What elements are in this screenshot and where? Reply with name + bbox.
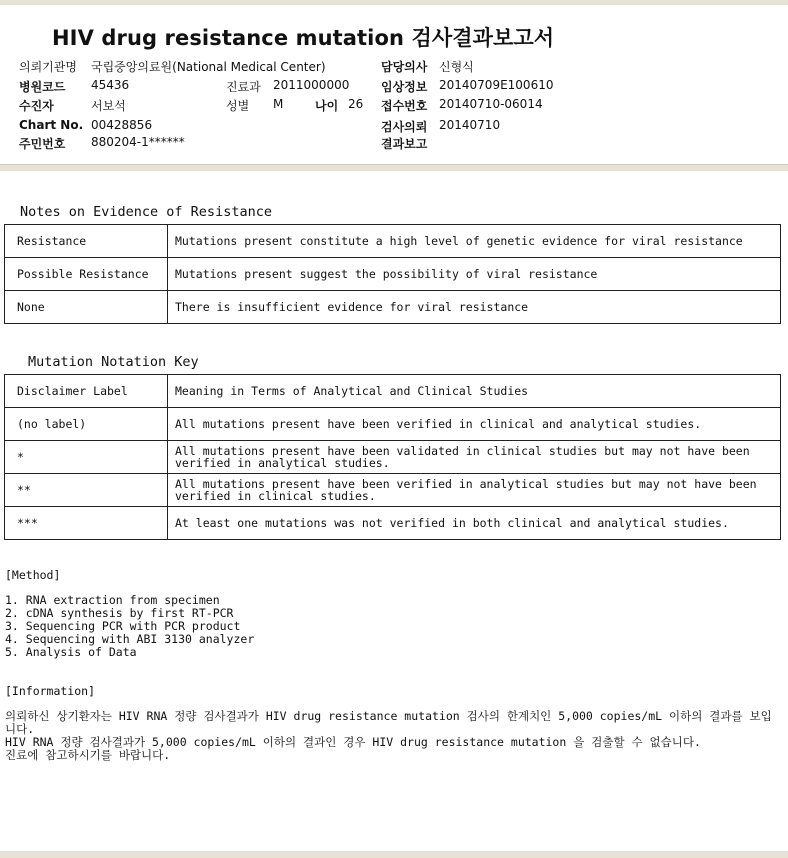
evidence-label: Resistance: [5, 225, 168, 258]
bottom-border-strip: [0, 851, 788, 858]
notation-desc: All mutations present have been verified in analytical studies but may not have been verified in clinical studies.: [168, 474, 781, 507]
institution-value: 국립중앙의료원(National Medical Center): [91, 60, 326, 74]
doctor-value: 신형식: [439, 60, 474, 74]
receipt-label: 접수번호: [381, 99, 428, 113]
evidence-section-title: Notes on Evidence of Resistance: [20, 204, 272, 220]
request-label: 검사의뢰: [381, 120, 428, 134]
patient-value: 서보석: [91, 99, 126, 113]
table-row: [5, 375, 781, 408]
table-row: [5, 507, 781, 540]
information-text-2: HIV RNA 정량 검사결과가 5,000 copies/mL 이하의 결과인 경우 HIV drug resistance mutation 을 검출할 수 없습니다.: [5, 735, 701, 749]
notation-desc: At least one mutations was not verified in both clinical and analytical studies.: [168, 507, 781, 540]
result-label: 결과보고: [381, 137, 428, 151]
table-row: [5, 291, 781, 324]
rrn-label: 주민번호: [19, 137, 66, 151]
table-row: [5, 408, 781, 441]
clinical-info-label: 임상정보: [381, 80, 428, 94]
notation-label: ***: [5, 507, 168, 540]
top-border-strip: [0, 0, 788, 5]
sex-label: 성별: [226, 99, 250, 113]
list-item: 5. Analysis of Data: [5, 645, 137, 659]
sex-value: M: [273, 97, 284, 111]
notation-label: (no label): [5, 408, 168, 441]
receipt-value: 20140710-06014: [439, 97, 543, 111]
dept-label: 진료과: [226, 80, 261, 94]
information-title: [Information]: [5, 684, 96, 698]
evidence-label: Possible Resistance: [5, 258, 168, 291]
notation-desc: Meaning in Terms of Analytical and Clinical Studies: [168, 375, 781, 408]
table-row: [5, 441, 781, 474]
notation-label: Disclaimer Label: [5, 375, 168, 408]
list-item: 2. cDNA synthesis by first RT-PCR: [5, 606, 234, 620]
notation-label: *: [5, 441, 168, 474]
report-title: HIV drug resistance mutation 검사결과보고서: [52, 26, 555, 50]
table-row: [5, 258, 781, 291]
patient-label: 수진자: [19, 99, 54, 113]
section-divider-strip: [0, 165, 788, 171]
method-title: [Method]: [5, 568, 61, 582]
list-item: 3. Sequencing PCR with PCR product: [5, 619, 241, 633]
evidence-label: None: [5, 291, 168, 324]
evidence-desc: Mutations present constitute a high level of genetic evidence for viral resistance: [168, 225, 781, 258]
hospital-code-label: 병원코드: [19, 80, 66, 94]
notation-table: [4, 374, 781, 540]
chart-label: Chart No.: [19, 118, 84, 132]
list-item: 4. Sequencing with ABI 3130 analyzer: [5, 632, 255, 646]
notation-section-title: Mutation Notation Key: [28, 354, 199, 370]
rrn-value: 880204-1******: [91, 135, 185, 149]
information-text-3: 진료에 참고하시기를 바랍니다.: [5, 748, 171, 762]
notation-desc: All mutations present have been validated in clinical studies but may not have been verified in analytical studies.: [168, 441, 781, 474]
table-row: [5, 474, 781, 507]
information-text-1: 의뢰하신 상기환자는 HIV RNA 정량 검사결과가 HIV drug resistance mutation 검사의 한계치인 5,000 copies/mL 이하의 결과를 보입니다.: [5, 709, 772, 736]
doctor-label: 담당의사: [381, 60, 428, 74]
hospital-code-value: 45436: [91, 78, 130, 92]
request-value: 20140710: [439, 118, 501, 132]
age-value: 26: [348, 97, 364, 111]
institution-label: 의뢰기관명: [19, 60, 77, 74]
dept-value: 2011000000: [273, 78, 350, 92]
evidence-desc: There is insufficient evidence for viral resistance: [168, 291, 781, 324]
list-item: 1. RNA extraction from specimen: [5, 593, 220, 607]
evidence-desc: Mutations present suggest the possibility of viral resistance: [168, 258, 781, 291]
notation-desc: All mutations present have been verified in clinical and analytical studies.: [168, 408, 781, 441]
clinical-info-value: 20140709E100610: [439, 78, 554, 92]
chart-value: 00428856: [91, 118, 153, 132]
age-label: 나이: [315, 99, 339, 113]
notation-label: **: [5, 474, 168, 507]
evidence-table: [4, 224, 781, 324]
table-row: [5, 225, 781, 258]
